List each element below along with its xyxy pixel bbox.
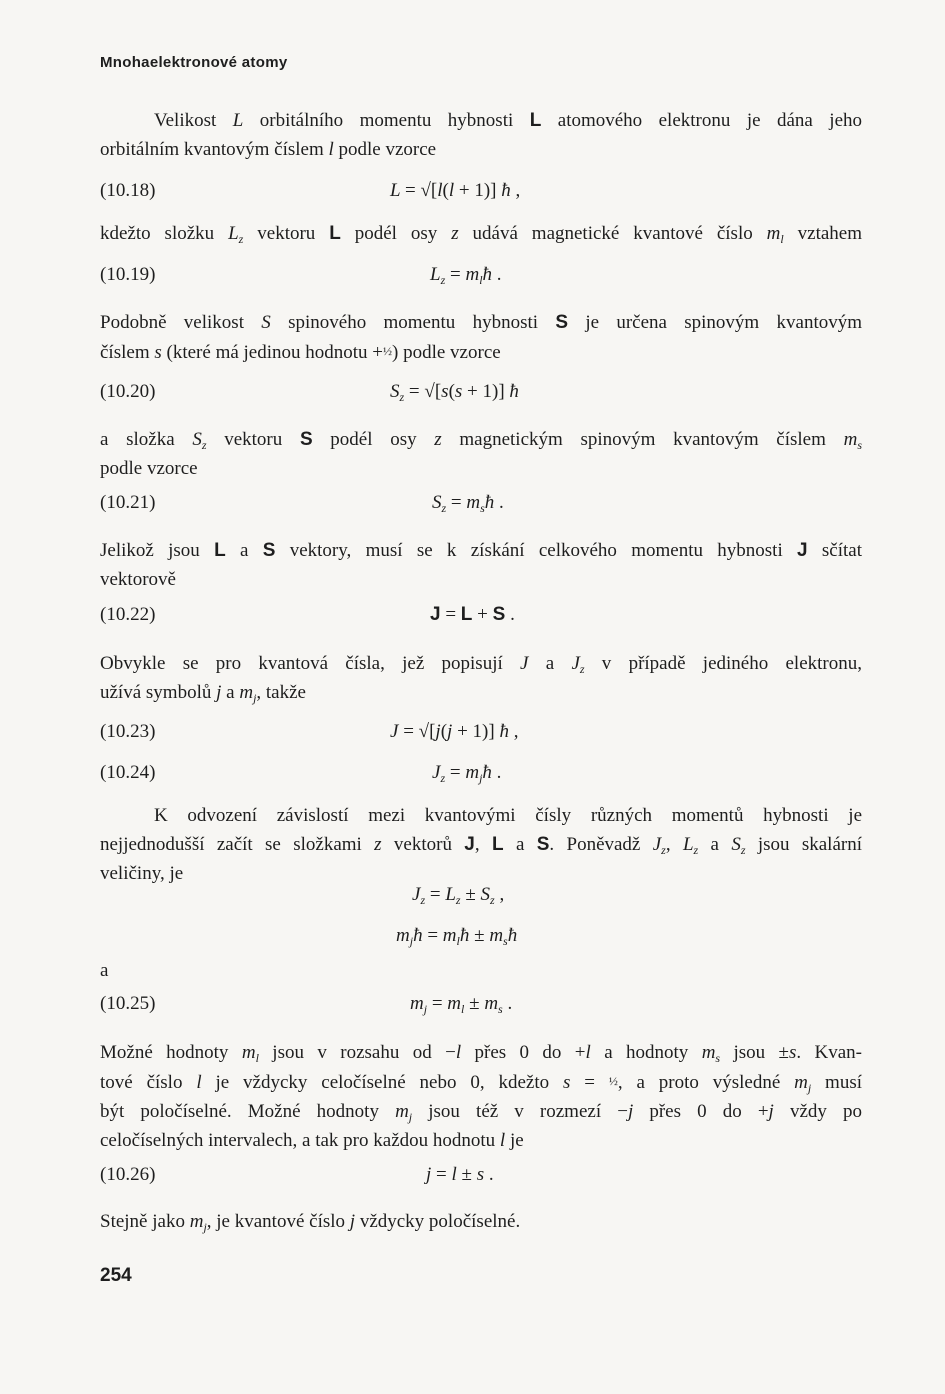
equation-number: (10.21) [100,492,156,513]
equation-body: j = l ± s . [426,1164,494,1185]
equation-body: $L_z$ = $m_lħ$ . [430,264,502,287]
paragraph-z-component: kdežto složku $L_z$ vektoru L podél osy z udává magnetické kvantové číslo $m_l$ vztahem [100,223,862,246]
equation-body: $m_j = m_l \pm m_s$ . [410,993,513,1016]
equation-mj-sum [100,925,862,953]
equation-body: J = L + S . [430,604,515,625]
equation-number: (10.20) [100,381,156,402]
equation-10-22 [100,604,862,632]
paragraph-spin-momentum: Podobně velikost S spinového momentu hybnosti S je určena spinovým kvantovým číslem s (které má jedinou hodnotu +½) podle vzorce [100,312,863,363]
equation-10-24 [100,762,862,790]
paragraph-conclusion: Stejně jako $m_j$, je kvantové číslo j vždycky poločíselné. [100,1211,521,1234]
equation-number: (10.19) [100,264,156,285]
equation-10-18 [100,180,862,208]
equation-number: (10.24) [100,762,156,783]
equation-body: $m_jħ$ = $m_lħ$ ± $m_sħ$ [396,925,518,948]
equation-number: (10.25) [100,993,156,1014]
page-number: 254 [100,1265,132,1286]
conjunction-a: a [100,960,109,981]
paragraph-orbital-momentum: Velikost L orbitálního momentu hybnosti L atomového elektronu je dána jeho orbitálním kvantovým číslem l podle vzorce [100,110,863,160]
equation-number: (10.23) [100,721,156,742]
equation-10-25 [100,993,862,1021]
equation-number: (10.22) [100,604,156,625]
running-header: Mnohaelektronové atomy [100,54,288,71]
paragraph-spin-z: a složka $S_z$ vektoru S podél osy z magnetickým spinovým kvantovým číslem $m_s$ podle vzorce [100,429,862,479]
paragraph-possible-values: Možné hodnoty $m_l$ jsou v rozsahu od −l přes 0 do +l a hodnoty $m_s$ jsou ±s. Kvan- tové číslo l je vždycky celočíselné nebo 0, kdežto s = ½, a proto výsledné $m_j$ musí být poločíselné. Možné hodnoty $m_j$ jsou též v rozmezí −j přes 0 do +j vždy po celočíselných intervalech, a tak pro každou hodnotu l je [100,1042,863,1151]
equation-jz-sum [100,884,862,912]
paragraph-derivation: K odvození závislostí mezi kvantovými čísly různých momentů hybnosti je nejjednodušší začít se složkami z vektorů J, L a S. Poněvadž $J_z$, $L_z$ a $S_z$ jsou skalární veličiny, je [100,805,862,884]
paragraph-total-momentum: Jelikož jsou L a S vektory, musí se k získání celkového momentu hybnosti J sčítat vektorově [100,540,863,590]
equation-number: (10.26) [100,1164,156,1185]
equation-body: J = √[j(j + 1)] ħ , [390,721,519,742]
equation-10-20 [100,381,862,409]
equation-body: L = √[l(l + 1)] ħ , [390,180,521,201]
equation-body: $J_z$ = $m_jħ$ . [432,762,502,785]
equation-10-23 [100,721,862,749]
equation-body: $S_z$ = $m_sħ$ . [432,492,504,515]
equation-body: $S_z = √[s(s + 1)]$ ħ [390,381,519,404]
paragraph-symbols: Obvykle se pro kvantová čísla, jež popisují J a $J_z$ v případě jediného elektronu, užívá symbolů j a $m_j$, takže [100,653,862,705]
equation-number: (10.18) [100,180,156,201]
equation-10-19 [100,264,862,292]
equation-body: $J_z = L_z \pm S_z$ , [412,884,505,907]
equation-10-21 [100,492,862,520]
equation-10-26 [100,1164,862,1192]
